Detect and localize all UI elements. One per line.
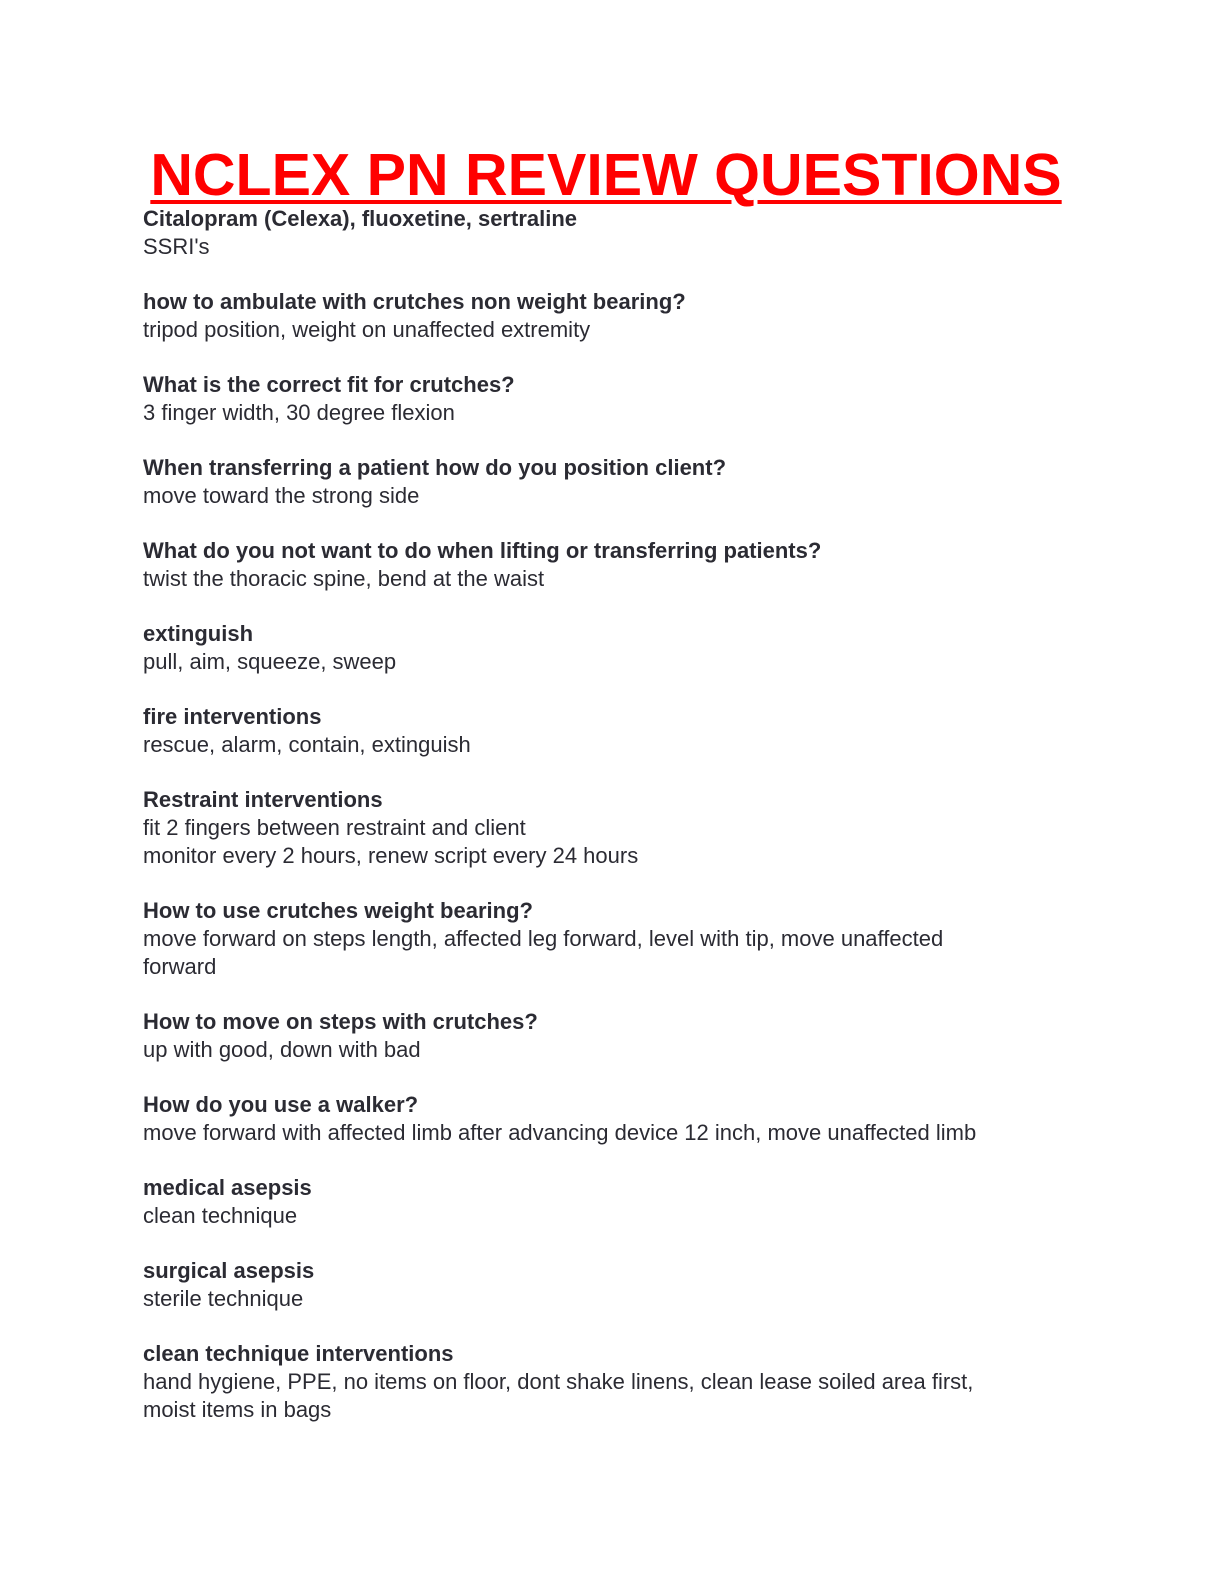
answer-text: pull, aim, squeeze, sweep: [143, 649, 397, 674]
answer-text: forward: [143, 954, 217, 979]
answer-text: up with good, down with bad: [143, 1037, 421, 1062]
question-text: How to move on steps with crutches?: [143, 1009, 538, 1034]
qa-item: [143, 454, 1153, 510]
qa-item: [143, 897, 1153, 981]
question-text: medical asepsis: [143, 1175, 312, 1200]
question-text: surgical asepsis: [143, 1258, 315, 1283]
qa-item: [143, 537, 1153, 593]
question-text: When transferring a patient how do you position client?: [143, 455, 727, 480]
answer-text: fit 2 fingers between restraint and client: [143, 815, 526, 840]
qa-item: [143, 1008, 1153, 1064]
question-text: fire interventions: [143, 704, 322, 729]
qa-item: [143, 1340, 1153, 1424]
qa-item: [143, 620, 1153, 676]
answer-text: tripod position, weight on unaffected extremity: [143, 317, 591, 342]
answer-text: move forward on steps length, affected leg forward, level with tip, move unaffected: [143, 926, 944, 951]
qa-item: [143, 703, 1153, 759]
answer-text: clean technique: [143, 1203, 298, 1228]
answer-text: hand hygiene, PPE, no items on floor, dont shake linens, clean lease soiled area first,: [143, 1369, 974, 1394]
question-text: What do you not want to do when lifting or transferring patients?: [143, 538, 822, 563]
answer-text: move forward with affected limb after advancing device 12 inch, move unaffected limb: [143, 1120, 977, 1145]
answer-text: SSRI's: [143, 234, 210, 259]
question-text: how to ambulate with crutches non weight bearing?: [143, 289, 686, 314]
qa-item: [143, 1174, 1153, 1230]
qa-item: [143, 288, 1153, 344]
qa-item: [143, 371, 1153, 427]
question-text: What is the correct fit for crutches?: [143, 372, 515, 397]
answer-text: sterile technique: [143, 1286, 304, 1311]
answer-text: 3 finger width, 30 degree flexion: [143, 400, 455, 425]
question-text: How do you use a walker?: [143, 1092, 419, 1117]
page-title: NCLEX PN REVIEW QUESTIONS: [150, 142, 1062, 208]
answer-text: rescue, alarm, contain, extinguish: [143, 732, 471, 757]
qa-item: [143, 1091, 1153, 1147]
question-text: extinguish: [143, 621, 254, 646]
question-text: How to use crutches weight bearing?: [143, 898, 533, 923]
question-text: clean technique interventions: [143, 1341, 454, 1366]
answer-text: move toward the strong side: [143, 483, 420, 508]
qa-item: [143, 786, 1153, 870]
question-text: Citalopram (Celexa), fluoxetine, sertraline: [143, 206, 578, 231]
qa-list: [143, 205, 1153, 1451]
answer-text: twist the thoracic spine, bend at the waist: [143, 566, 545, 591]
qa-item: [143, 205, 1153, 261]
question-text: Restraint interventions: [143, 787, 383, 812]
qa-item: [143, 1257, 1153, 1313]
answer-text: moist items in bags: [143, 1397, 332, 1422]
answer-text: monitor every 2 hours, renew script every 24 hours: [143, 843, 639, 868]
